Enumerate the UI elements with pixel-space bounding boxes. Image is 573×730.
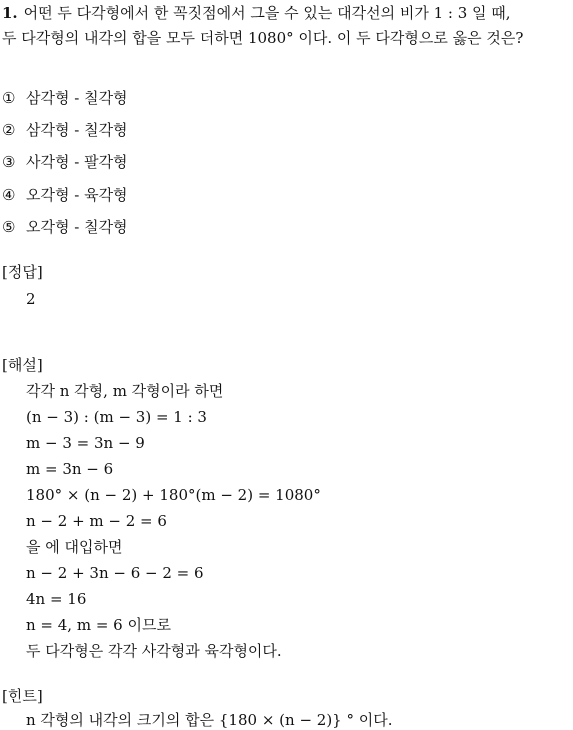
answer-label: [정답] xyxy=(2,263,43,281)
question-line-2: 두 다각형의 내각의 합을 모두 더하면 1080° 이다. 이 두 다각형으로 옳은 것은? xyxy=(2,29,524,47)
choice-4-text: 오각형 - 육각형 xyxy=(26,186,128,204)
choice-4-mark: ④ xyxy=(2,186,16,204)
explanation-line-8: n − 2 + 3n − 6 − 2 = 6 xyxy=(26,564,204,582)
choice-2-mark: ② xyxy=(2,121,16,139)
answer-value: 2 xyxy=(26,290,36,308)
question-line-1 xyxy=(2,3,511,23)
explanation-line-11: 두 다각형은 각각 사각형과 육각형이다. xyxy=(26,642,282,660)
explanation-line-7: 을 에 대입하면 xyxy=(26,538,123,556)
choice-1-mark: ① xyxy=(2,89,16,107)
explanation-line-10: n = 4, m = 6 이므로 xyxy=(26,616,171,634)
explanation-line-5: 180° × (n − 2) + 180°(m − 2) = 1080° xyxy=(26,486,321,504)
choice-1[interactable] xyxy=(2,88,128,108)
choice-1-text: 삼각형 - 칠각형 xyxy=(26,89,128,107)
choice-2[interactable] xyxy=(2,120,128,140)
choice-5[interactable] xyxy=(2,217,128,237)
question-text-1: 어떤 두 다각형에서 한 꼭짓점에서 그을 수 있는 대각선의 비가 1 : 3 일 때, xyxy=(23,4,511,22)
explanation-line-1: 각각 n 각형, m 각형이라 하면 xyxy=(26,382,224,400)
hint-text: n 각형의 내각의 크기의 합은 {180 × (n − 2)} ° 이다. xyxy=(26,711,393,729)
explanation-line-4: m = 3n − 6 xyxy=(26,460,114,478)
choice-2-text: 삼각형 - 칠각형 xyxy=(26,121,128,139)
question-number: 1. xyxy=(2,4,18,22)
explanation-line-3: m − 3 = 3n − 9 xyxy=(26,434,145,452)
choice-3-mark: ③ xyxy=(2,153,16,171)
choice-5-text: 오각형 - 칠각형 xyxy=(26,218,128,236)
hint-label: [힌트] xyxy=(2,687,43,705)
choice-3[interactable] xyxy=(2,152,128,172)
explanation-label: [해설] xyxy=(2,356,43,374)
choice-4[interactable] xyxy=(2,185,128,205)
choice-3-text: 사각형 - 팔각형 xyxy=(26,153,128,171)
explanation-line-9: 4n = 16 xyxy=(26,590,87,608)
explanation-line-2: (n − 3) : (m − 3) = 1 : 3 xyxy=(26,408,207,426)
explanation-line-6: n − 2 + m − 2 = 6 xyxy=(26,512,167,530)
choice-5-mark: ⑤ xyxy=(2,218,16,236)
